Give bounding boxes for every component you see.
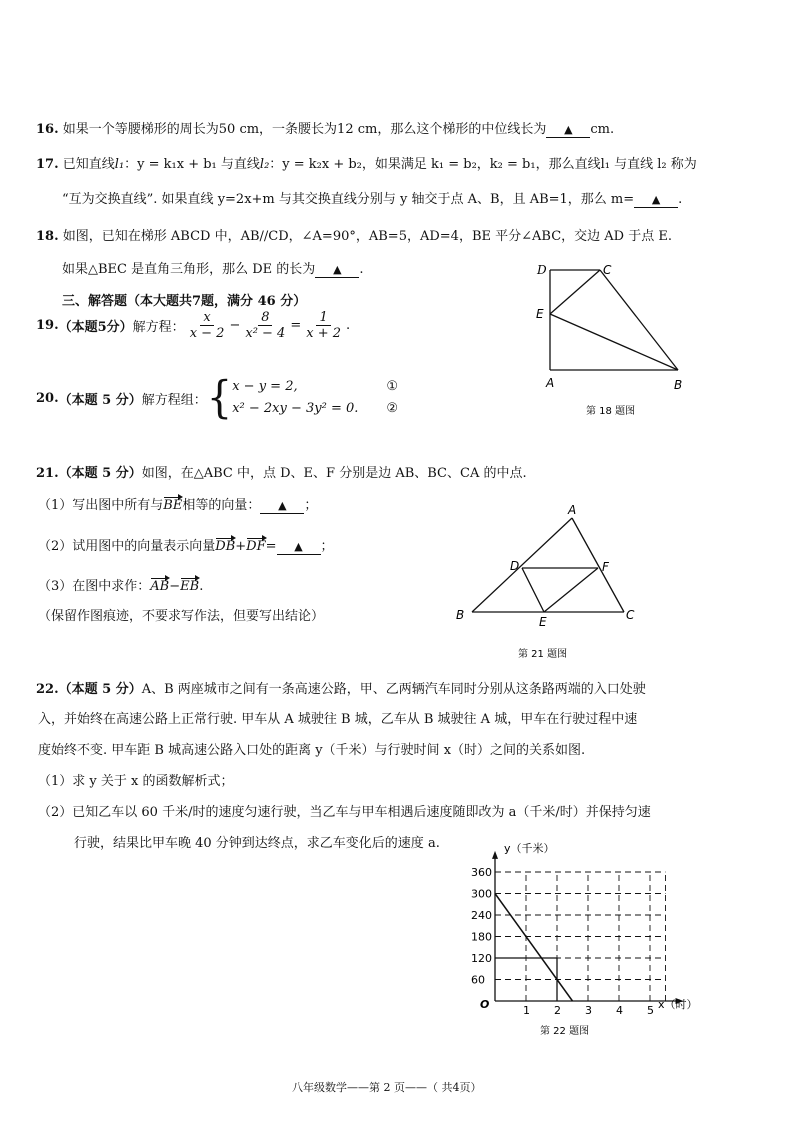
q22-part2-line2: 行驶，结果比甲车晚 40 分钟到达终点，求乙车变化后的速度 a. xyxy=(74,836,440,851)
q22-line2: 入，并始终在高速公路上正常行驶. 甲车从 A 城驶往 B 城，乙车从 B 城驶往 A 城，甲车在行驶过程中速 xyxy=(38,712,638,727)
x-tick-label: 2 xyxy=(554,1004,561,1017)
q22-line3: 度始终不变. 甲车距 B 城高速公路入口处的距离 y（千米）与行驶时间 x（时）之间的关系如图. xyxy=(38,743,586,758)
chart-origin: O xyxy=(480,998,490,1011)
q20-equations: x − y = 2, x² − 2xy − 3y² = 0. xyxy=(232,379,359,416)
y-axis-arrow xyxy=(492,851,498,859)
chart-grid xyxy=(495,872,666,1001)
x-tick-label: 3 xyxy=(585,1004,592,1017)
q17-answer-blank: ▲ xyxy=(634,192,678,208)
q18-line1: 18. 如图，已知在梯形 ABCD 中，AB//CD，∠A=90°，AB=5，AD=4，BE 平分∠ABC，交边 AD 于点 E. xyxy=(36,229,672,244)
fig21-segment-ef xyxy=(544,568,598,612)
chart-caption: 第 22 题图 xyxy=(540,1026,590,1037)
y-tick-label: 120 xyxy=(471,952,492,965)
fig18-label-a: A xyxy=(546,376,555,390)
chart-xlabel: x（时） xyxy=(658,998,698,1011)
q16: 16. 如果一个等腰梯形的周长为50 cm，一条腰长为12 cm，那么这个梯形的中位线长为 ▲ cm. xyxy=(36,122,615,137)
chart-ylabel: y（千米） xyxy=(504,842,555,855)
q17-line2: “互为交换直线”. 如果直线 y=2x+m 与其交换直线分别与 y 轴交于点 A、B，且 AB=1，那么 m= ▲ . xyxy=(62,192,683,207)
chart-series xyxy=(495,894,573,1002)
y-tick-label: 180 xyxy=(471,930,492,944)
fig21-label-f: F xyxy=(602,560,609,574)
fig18-label-d: D xyxy=(537,263,547,277)
q19: 19. （本题5分） 解方程： $\frac{x}{x - 2}$ − $\frac{8}{\text{x² − 4}}$ = $\frac{1}{x + 2}$ . xyxy=(36,310,351,341)
q20: 20. （本题 5 分） 解方程组： { x − y = 2, x² − 2xy − 3y² = 0. ① ② xyxy=(36,372,399,424)
fig21-label-d: D xyxy=(510,559,520,573)
chart-ticks xyxy=(471,866,654,1017)
y-tick-label: 60 xyxy=(471,973,485,987)
fig21-label-e: E xyxy=(539,615,547,629)
fig21-label-c: C xyxy=(626,608,635,622)
section-heading: 三、解答题（本大题共7题，满分 46 分） xyxy=(62,294,307,309)
figure-22-chart xyxy=(462,838,702,1043)
fig21-caption: 第 21 题图 xyxy=(518,649,568,660)
fig21-side-ac xyxy=(572,518,624,612)
y-tick-label: 300 xyxy=(471,887,492,901)
q21-part2-blank: ▲ xyxy=(277,539,321,555)
fig18-segment-eb xyxy=(550,314,678,370)
fig21-side-ab xyxy=(472,518,572,612)
fig18-side-cb xyxy=(600,270,678,370)
x-tick-label: 5 xyxy=(647,1004,654,1017)
y-tick-label: 360 xyxy=(471,866,492,879)
series-line-jia xyxy=(495,894,573,1002)
fig18-label-b: B xyxy=(674,378,683,392)
q21-part1: （1）写出图中所有与BE相等的向量： ▲ ； xyxy=(38,498,318,513)
q21-part4: （保留作图痕迹，不要求写作法，但要写出结论） xyxy=(38,609,325,624)
q20-markers: ① ② xyxy=(386,379,399,416)
q17-line1: 17. 已知直线l₁：y = k₁x + b₁ 与直线l₂：y = k₂x + b₂，如果满足 k₁ = b₂，k₂ = b₁，那么直线l₁ 与直线 l₂ 称为 xyxy=(36,157,697,172)
q21-part1-blank: ▲ xyxy=(260,498,304,514)
fig21-segment-de xyxy=(522,568,544,612)
figure-18 xyxy=(528,262,693,422)
q19-fraction-1: $\frac{x}{x - 2}$ xyxy=(189,310,225,341)
fig21-label-b: B xyxy=(456,608,465,622)
q22-part2-line1: （2）已知乙车以 60 千米/时的速度匀速行驶，当乙车与甲车相遇后速度随即改为 a（千米/时）并保持匀速 xyxy=(38,805,651,820)
fig18-caption: 第 18 题图 xyxy=(586,406,636,417)
figure-21 xyxy=(452,500,652,660)
page-footer: 八年级数学——第 2 页——（ 共4页） xyxy=(292,1081,482,1094)
y-tick-label: 240 xyxy=(471,909,492,922)
fig18-label-c: C xyxy=(603,263,612,277)
q22-part1: （1）求 y 关于 x 的函数解析式； xyxy=(38,774,234,789)
q18-answer-blank: ▲ xyxy=(315,262,359,278)
fig21-label-a: A xyxy=(568,503,577,517)
system-brace: { xyxy=(206,372,233,424)
x-tick-label: 1 xyxy=(523,1004,530,1017)
q18-line2: 如果△BEC 是直角三角形，那么 DE 的长为 ▲ . xyxy=(62,262,364,277)
fig18-label-e: E xyxy=(536,307,544,321)
q19-fraction-2: $\frac{8}{\text{x² − 4}}$ xyxy=(245,310,286,341)
x-tick-label: 4 xyxy=(616,1004,623,1017)
fig18-segment-ec xyxy=(550,270,600,314)
q22-line1: 22.（本题 5 分）A、B 两座城市之间有一条高速公路，甲、乙两辆汽车同时分别从这条路两端的入口处驶 xyxy=(36,682,646,697)
q21-intro: 21.（本题 5 分）如图，在△ABC 中，点 D、E、F 分别是边 AB、BC、CA 的中点. xyxy=(36,466,527,481)
q16-answer-blank: ▲ xyxy=(546,122,590,138)
q21-part2: （2）试用图中的向量表示向量DB+DF= ▲ ； xyxy=(38,539,334,554)
q21-part3: （3）在图中求作：AB−EB. xyxy=(38,579,204,594)
q19-fraction-3: $\frac{1}{x + 2}$ xyxy=(306,310,342,341)
